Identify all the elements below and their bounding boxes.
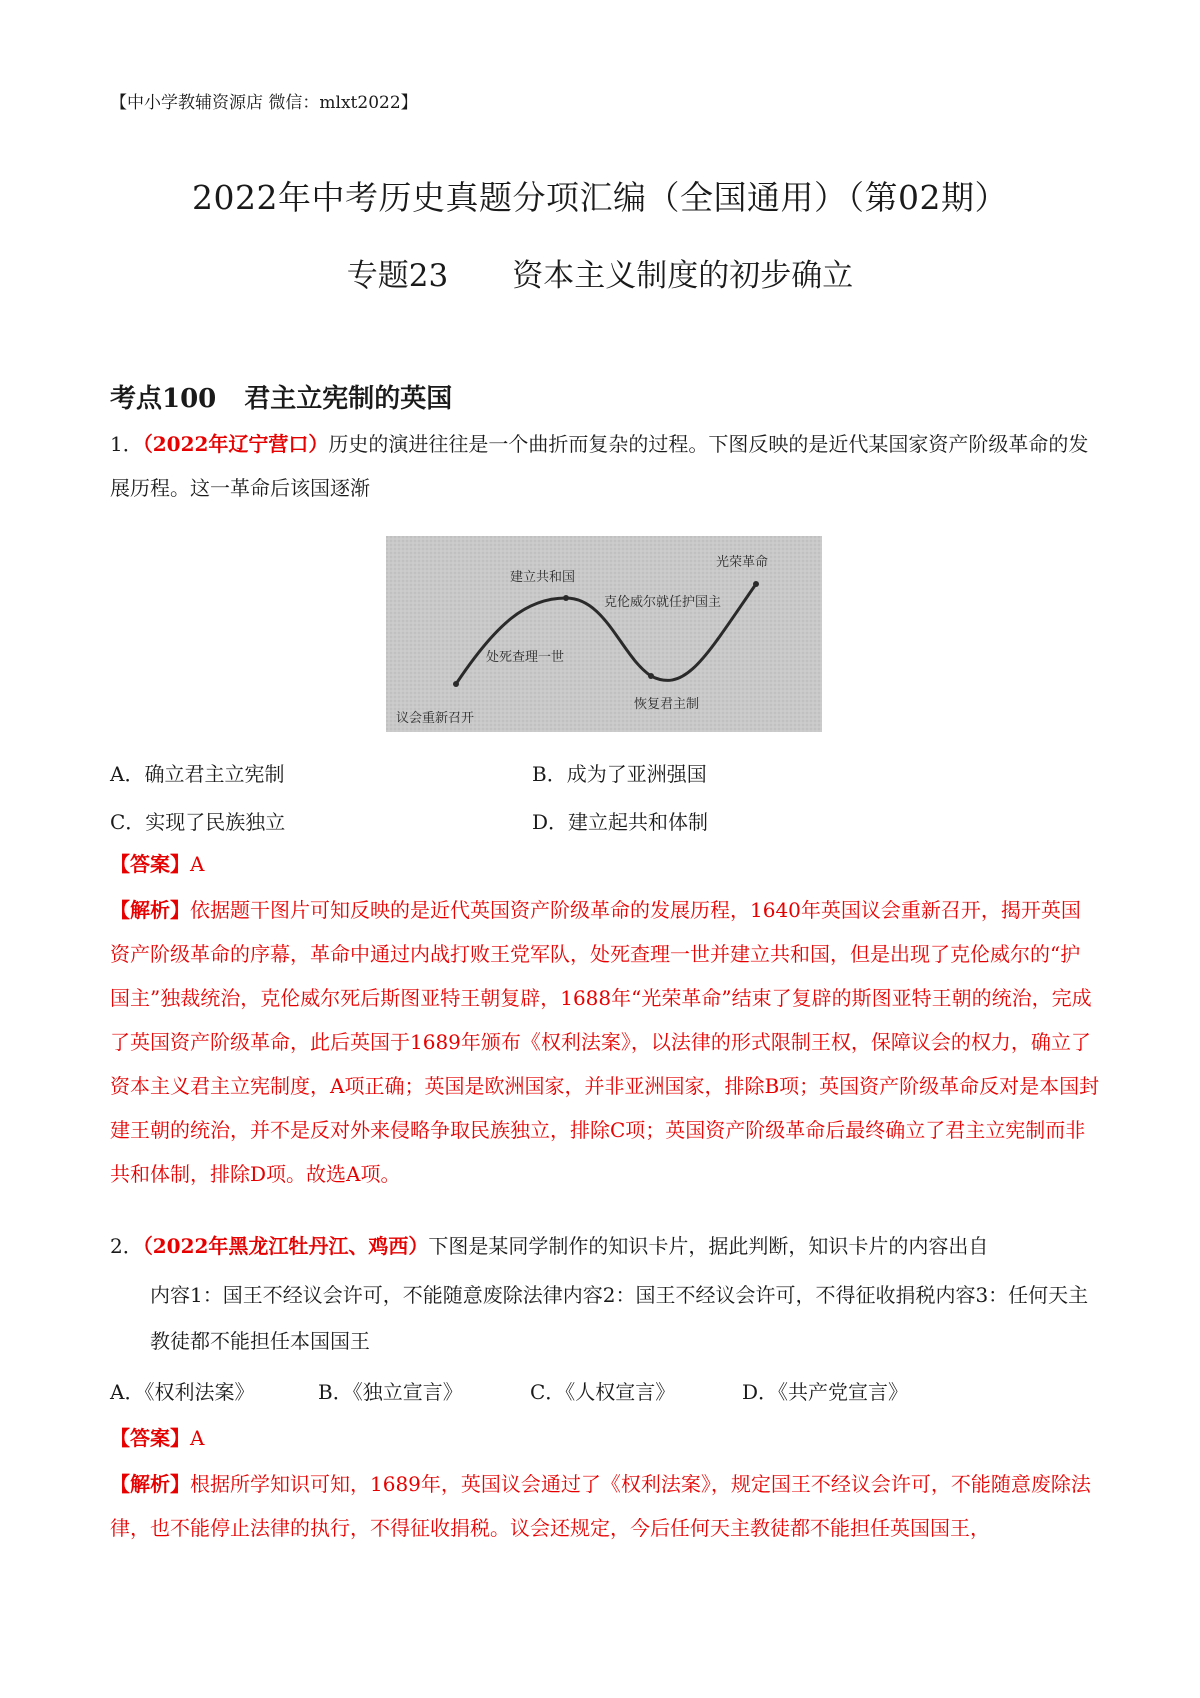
q2-option-d: D．《共产党宣言》 — [742, 1380, 909, 1404]
q1-analysis — [110, 888, 1100, 1196]
curve-point-trough — [648, 673, 654, 679]
q1-option-c: C．实现了民族独立 — [110, 810, 286, 834]
q2-analysis-label: 【解析】 — [110, 1472, 190, 1496]
question-2-source: （2022年黑龙江牡丹江、鸡西） — [142, 1234, 429, 1258]
question-2-text: 下图是某同学制作的知识卡片，据此判断，知识卡片的内容出自 — [428, 1234, 989, 1258]
figure-label-parliament: 议会重新召开 — [396, 711, 475, 726]
revolution-curve-diagram — [386, 536, 822, 732]
question-1-text: 历史的演进往往是一个曲折而复杂的过程。下图反映的是近代某国家资产阶级革命的发展历程。这一革命后该国逐渐 — [110, 432, 1089, 500]
q1-analysis-text: 依据题干图片可知反映的是近代英国资产阶级革命的发展历程，1640年英国议会重新召开，揭开英国资产阶级革命的序幕，革命中通过内战打败王党军队，处死查理一世并建立共和国，但是出现了克伦威尔的“护国主”独裁统治，克伦威尔死后斯图亚特王朝复辟，1688年“光荣革命”结束了复辟的斯图亚特王朝的统治，完成了英国资产阶级革命，此后英国于1689年颁布《权利法案》，以法律的形式限制王权，保障议会的权力，确立了资本主义君主立宪制度，A项正确；英国是欧洲国家，并非亚洲国家，排除B项；英国资产阶级革命反对是本国封建王朝的统治，并不是反对外来侵略争取民族独立，排除C项；英国资产阶级革命后最终确立了君主立宪制而非共和体制，排除D项。故选A项。 — [110, 898, 1100, 1186]
question-2-number: 2． — [110, 1234, 143, 1258]
question-1-number: 1． — [110, 432, 143, 456]
q2-answer-value: A — [190, 1426, 205, 1450]
q1-answer-value: A — [190, 852, 205, 876]
q2-answer — [110, 1416, 1100, 1460]
watermark-text: 【中小学教辅资源店 微信：mlxt2022】 — [110, 93, 418, 113]
question-1-figure — [386, 536, 822, 732]
question-1-stem — [110, 422, 1100, 510]
q2-knowledge-card: 内容1：国王不经议会许可，不能随意废除法律内容2：国王不经议会许可，不得征收捐税内容3：任何天主教徒都不能担任本国国王 — [150, 1283, 1089, 1353]
figure-label-glorious-revolution: 光荣革命 — [716, 555, 769, 570]
q2-option-b: B．《独立宣言》 — [318, 1380, 463, 1404]
q1-analysis-label: 【解析】 — [110, 898, 190, 922]
section-heading — [110, 378, 452, 415]
q1-option-a: A．确立君主立宪制 — [110, 762, 285, 786]
q2-option-c: C．《人权宣言》 — [530, 1380, 676, 1404]
page-title: 2022年中考历史真题分项汇编（全国通用）（第02期） — [192, 178, 1008, 217]
curve-point-peak — [563, 595, 569, 601]
q1-answer-label: 【答案】 — [110, 852, 190, 876]
question-1-source: （2022年辽宁营口） — [142, 432, 329, 456]
section-name: 君主立宪制的英国 — [244, 384, 453, 414]
q1-option-d: D．建立起共和体制 — [532, 810, 709, 834]
figure-label-republic: 建立共和国 — [510, 570, 576, 585]
curve-point-end — [753, 581, 759, 587]
q1-answer — [110, 842, 1100, 886]
q2-answer-label: 【答案】 — [110, 1426, 190, 1450]
q2-analysis-text: 根据所学知识可知，1689年，英国议会通过了《权利法案》，规定国王不经议会许可，不能随意废除法律，也不能停止法律的执行，不得征收捐税。议会还规定，今后任何天主教徒都不能担任英国国王， — [110, 1472, 1091, 1540]
q2-option-a: A．《权利法案》 — [110, 1380, 255, 1404]
subtitle-name: 资本主义制度的初步确立 — [512, 258, 854, 294]
subtitle-topic: 专题23 — [346, 258, 449, 294]
q1-option-b: B．成为了亚洲强国 — [532, 762, 707, 786]
curve-point-start — [453, 681, 459, 687]
figure-label-execution: 处死查理一世 — [486, 650, 565, 665]
page-subtitle — [0, 250, 1200, 295]
question-2-stem — [110, 1224, 1100, 1268]
section-label: 考点100 — [110, 384, 217, 414]
figure-label-cromwell: 克伦威尔就任护国主 — [604, 595, 722, 610]
figure-label-restoration: 恢复君主制 — [634, 697, 700, 712]
q2-analysis — [110, 1462, 1100, 1550]
